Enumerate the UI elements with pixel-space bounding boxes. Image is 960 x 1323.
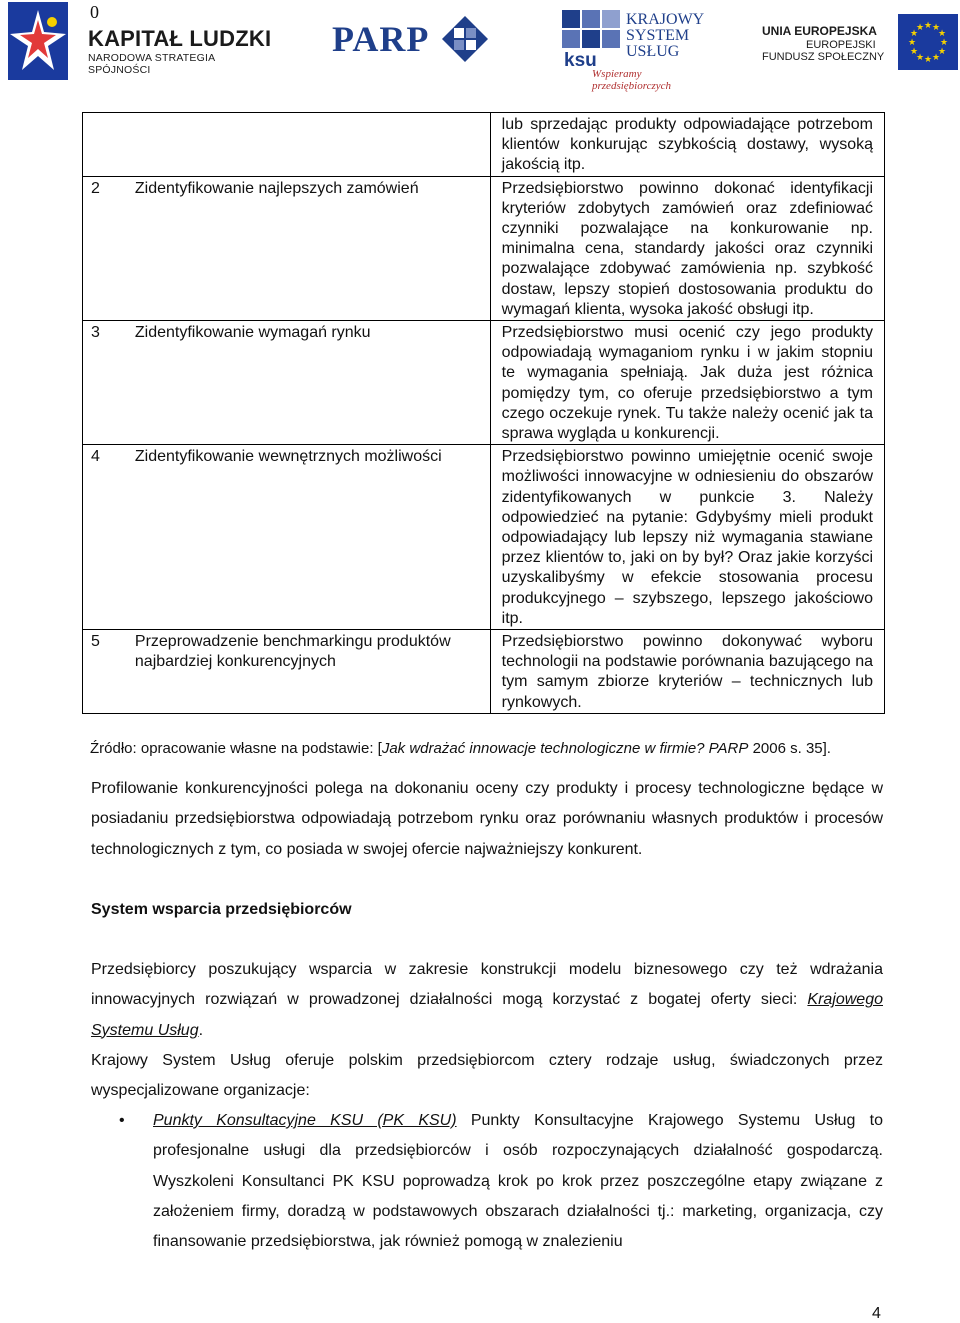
source-title: Jak wdrażać innowacje technologiczne w firmie? PARP: [381, 740, 749, 757]
ksu-wordmark: [626, 12, 704, 60]
paragraph-ksu-oferuje: Krajowy System Usług oferuje polskim przedsiębiorcom cztery rodzaje usług, świadczonych przez wyspecjalizowane organizacje:: [91, 1052, 883, 1100]
row-name: Zidentyfikowanie wymagań rynku: [125, 321, 490, 445]
page-number: 4: [872, 1305, 881, 1322]
row-name: Przeprowadzenie benchmarkingu produktów najbardziej konkurencyjnych: [125, 630, 490, 714]
eu-line-3: FUNDUSZ SPOŁECZNY: [762, 51, 885, 63]
row-description: Przedsiębiorstwo powinno dokonywać wyboru technologii na podstawie porównania bazującego na tym samym zbiorze kryteriów – technicznych lub rynkowych.: [490, 630, 884, 714]
svg-text:★: ★: [931, 53, 941, 63]
svg-text:★: ★: [931, 23, 941, 33]
corner-number: 0: [90, 2, 99, 22]
kapital-ludzki-title: KAPITAŁ LUDZKI: [88, 26, 272, 51]
svg-text:★: ★: [915, 23, 925, 33]
svg-text:ksu: ksu: [564, 50, 597, 68]
svg-text:★: ★: [939, 38, 949, 48]
table-row: [83, 630, 885, 714]
paragraph-end: .: [198, 1021, 204, 1039]
row-number: 2: [83, 176, 125, 320]
row-number: [83, 113, 125, 177]
kapital-ludzki-logo: [8, 2, 278, 82]
table-row: [83, 176, 885, 320]
table-row: [83, 113, 885, 177]
bullet-item-pk-ksu: [153, 1106, 883, 1257]
parp-diamond-icon: [440, 14, 490, 64]
row-name: Zidentyfikowanie najlepszych zamówień: [125, 176, 490, 320]
svg-text:★: ★: [915, 53, 925, 63]
pk-ksu-link[interactable]: Punkty Konsultacyjne KSU (PK KSU): [153, 1112, 457, 1129]
eu-line-1: UNIA EUROPEJSKA: [762, 24, 877, 38]
ksu-line-2: SYSTEM: [626, 27, 690, 44]
ksu-tagline: Wspieramy przedsiębiorczych: [592, 68, 672, 92]
svg-text:★: ★: [909, 29, 919, 39]
source-suffix: 2006 s. 35].: [748, 740, 831, 757]
svg-text:★: ★: [923, 55, 933, 65]
row-description: lub sprzedając produkty odpowiadające potrzebom klientów konkurując szybkością dostawy, wysoką jakością itp.: [490, 113, 884, 177]
ksu-line-1: KRAJOWY: [626, 11, 705, 28]
eu-flag-icon: [898, 14, 958, 70]
row-name: [125, 113, 490, 177]
row-description: Przedsiębiorstwo powinno umiejętnie ocenić swoje możliwości innowacyjne w odniesieniu do obszarów zidentyfikowanych w punkcie 3. Należy odpowiedzieć na pytanie: Gdybyśmy mieli produkt odpowiadający lub lepszy niż wymagania stawiane przez klientów to, jaki on by był? Oraz jakie korzyści uzyskalibyśmy w efekcie stosowania procesu produkcyjnego – szybszego, lepszego jakościowo itp.: [490, 445, 884, 630]
row-name: Zidentyfikowanie wewnętrznych możliwości: [125, 445, 490, 630]
row-number: 3: [83, 321, 125, 445]
table-row: [83, 445, 885, 630]
kapital-ludzki-subtitle: NARODOWA STRATEGIA SPÓJNOŚCI: [88, 52, 215, 76]
parp-text: PARP: [332, 19, 430, 59]
row-description: Przedsiębiorstwo musi ocenić czy jego produkty odpowiadają wymaganiom rynku i w jakim stopniu te wymagania spełniają. Jak duża jest różnica pomiędzy tym, co oferuje przedsiębiorstwo a tym czego oczekuje rynek. Tu także należy ocenić jak ta sprawa wygląda u konkurencji.: [490, 321, 884, 445]
ksu-line-3: USŁUG: [626, 43, 680, 60]
svg-text:★: ★: [937, 29, 947, 39]
table-row: [83, 321, 885, 445]
ksu-squares-icon: [562, 10, 620, 68]
svg-text:★: ★: [909, 47, 919, 57]
row-number: 5: [83, 630, 125, 714]
paragraph-profilowanie: Profilowanie konkurencyjności polega na dokonaniu oceny czy produkty i procesy technologiczne będące w posiadaniu przedsiębiorstwa odpowiadają potrzebom rynku oraz porównaniu własnych produktów i procesów technologicznych z tym, co posiada w swojej ofercie najważniejszy konkurent.: [91, 780, 883, 858]
svg-text:★: ★: [907, 38, 917, 48]
eu-logo: [762, 14, 958, 74]
table-source: [90, 740, 831, 757]
section-heading: System wsparcia przedsiębiorców: [91, 901, 352, 918]
ksu-link[interactable]: Krajowego Systemu Usług: [91, 991, 883, 1039]
paragraph-text: Przedsiębiorcy poszukujący wsparcia w zakresie konstrukcji modelu biznesowego czy też wdrażania innowacyjnych rozwiązań w prowadzonej działalności mogą korzystać z bogatej oferty sieci:: [91, 961, 883, 1009]
svg-text:★: ★: [923, 21, 933, 31]
bullet-description: Punkty Konsultacyjne Krajowego Systemu Usług to profesjonalne usługi dla przedsiębiorców i osób rozpoczynających działalność gospodarczą. Wyszkoleni Konsultanci PK KSU poprowadzą krok po krok przez poszczególne etapy związane z założeniem firmy, doradzą w podstawowych obszarach działalności tj.: marketing, organizacja, czy finansowanie przedsiębiorstwa, jak również pomogą w znalezieniu: [153, 1112, 883, 1251]
parp-logo: [332, 12, 492, 72]
kapital-ludzki-star-icon: [8, 2, 68, 80]
svg-text:★: ★: [937, 47, 947, 57]
benchmarking-table: [82, 112, 885, 714]
paragraph-przedsiebiorcy: [91, 955, 883, 1046]
row-number: 4: [83, 445, 125, 630]
bullet-icon: •: [119, 1112, 125, 1129]
eu-line-2: EUROPEJSKI: [806, 39, 876, 51]
row-description: Przedsiębiorstwo powinno dokonać identyfikacji kryteriów zdobytych zamówień oraz zdefiniować czynniki pozwalające na konkurowanie np. minimalna cena, standardy jakości oraz czynniki pozwalające zdobywać zamówienia np. szybkość dostaw, lepszy stopień dostosowania produktu do wymagań klienta, wysoka jakość obsługi itp.: [490, 176, 884, 320]
source-prefix: Źródło: opracowanie własne na podstawie: [: [90, 740, 382, 757]
ksu-logo: [562, 10, 712, 92]
